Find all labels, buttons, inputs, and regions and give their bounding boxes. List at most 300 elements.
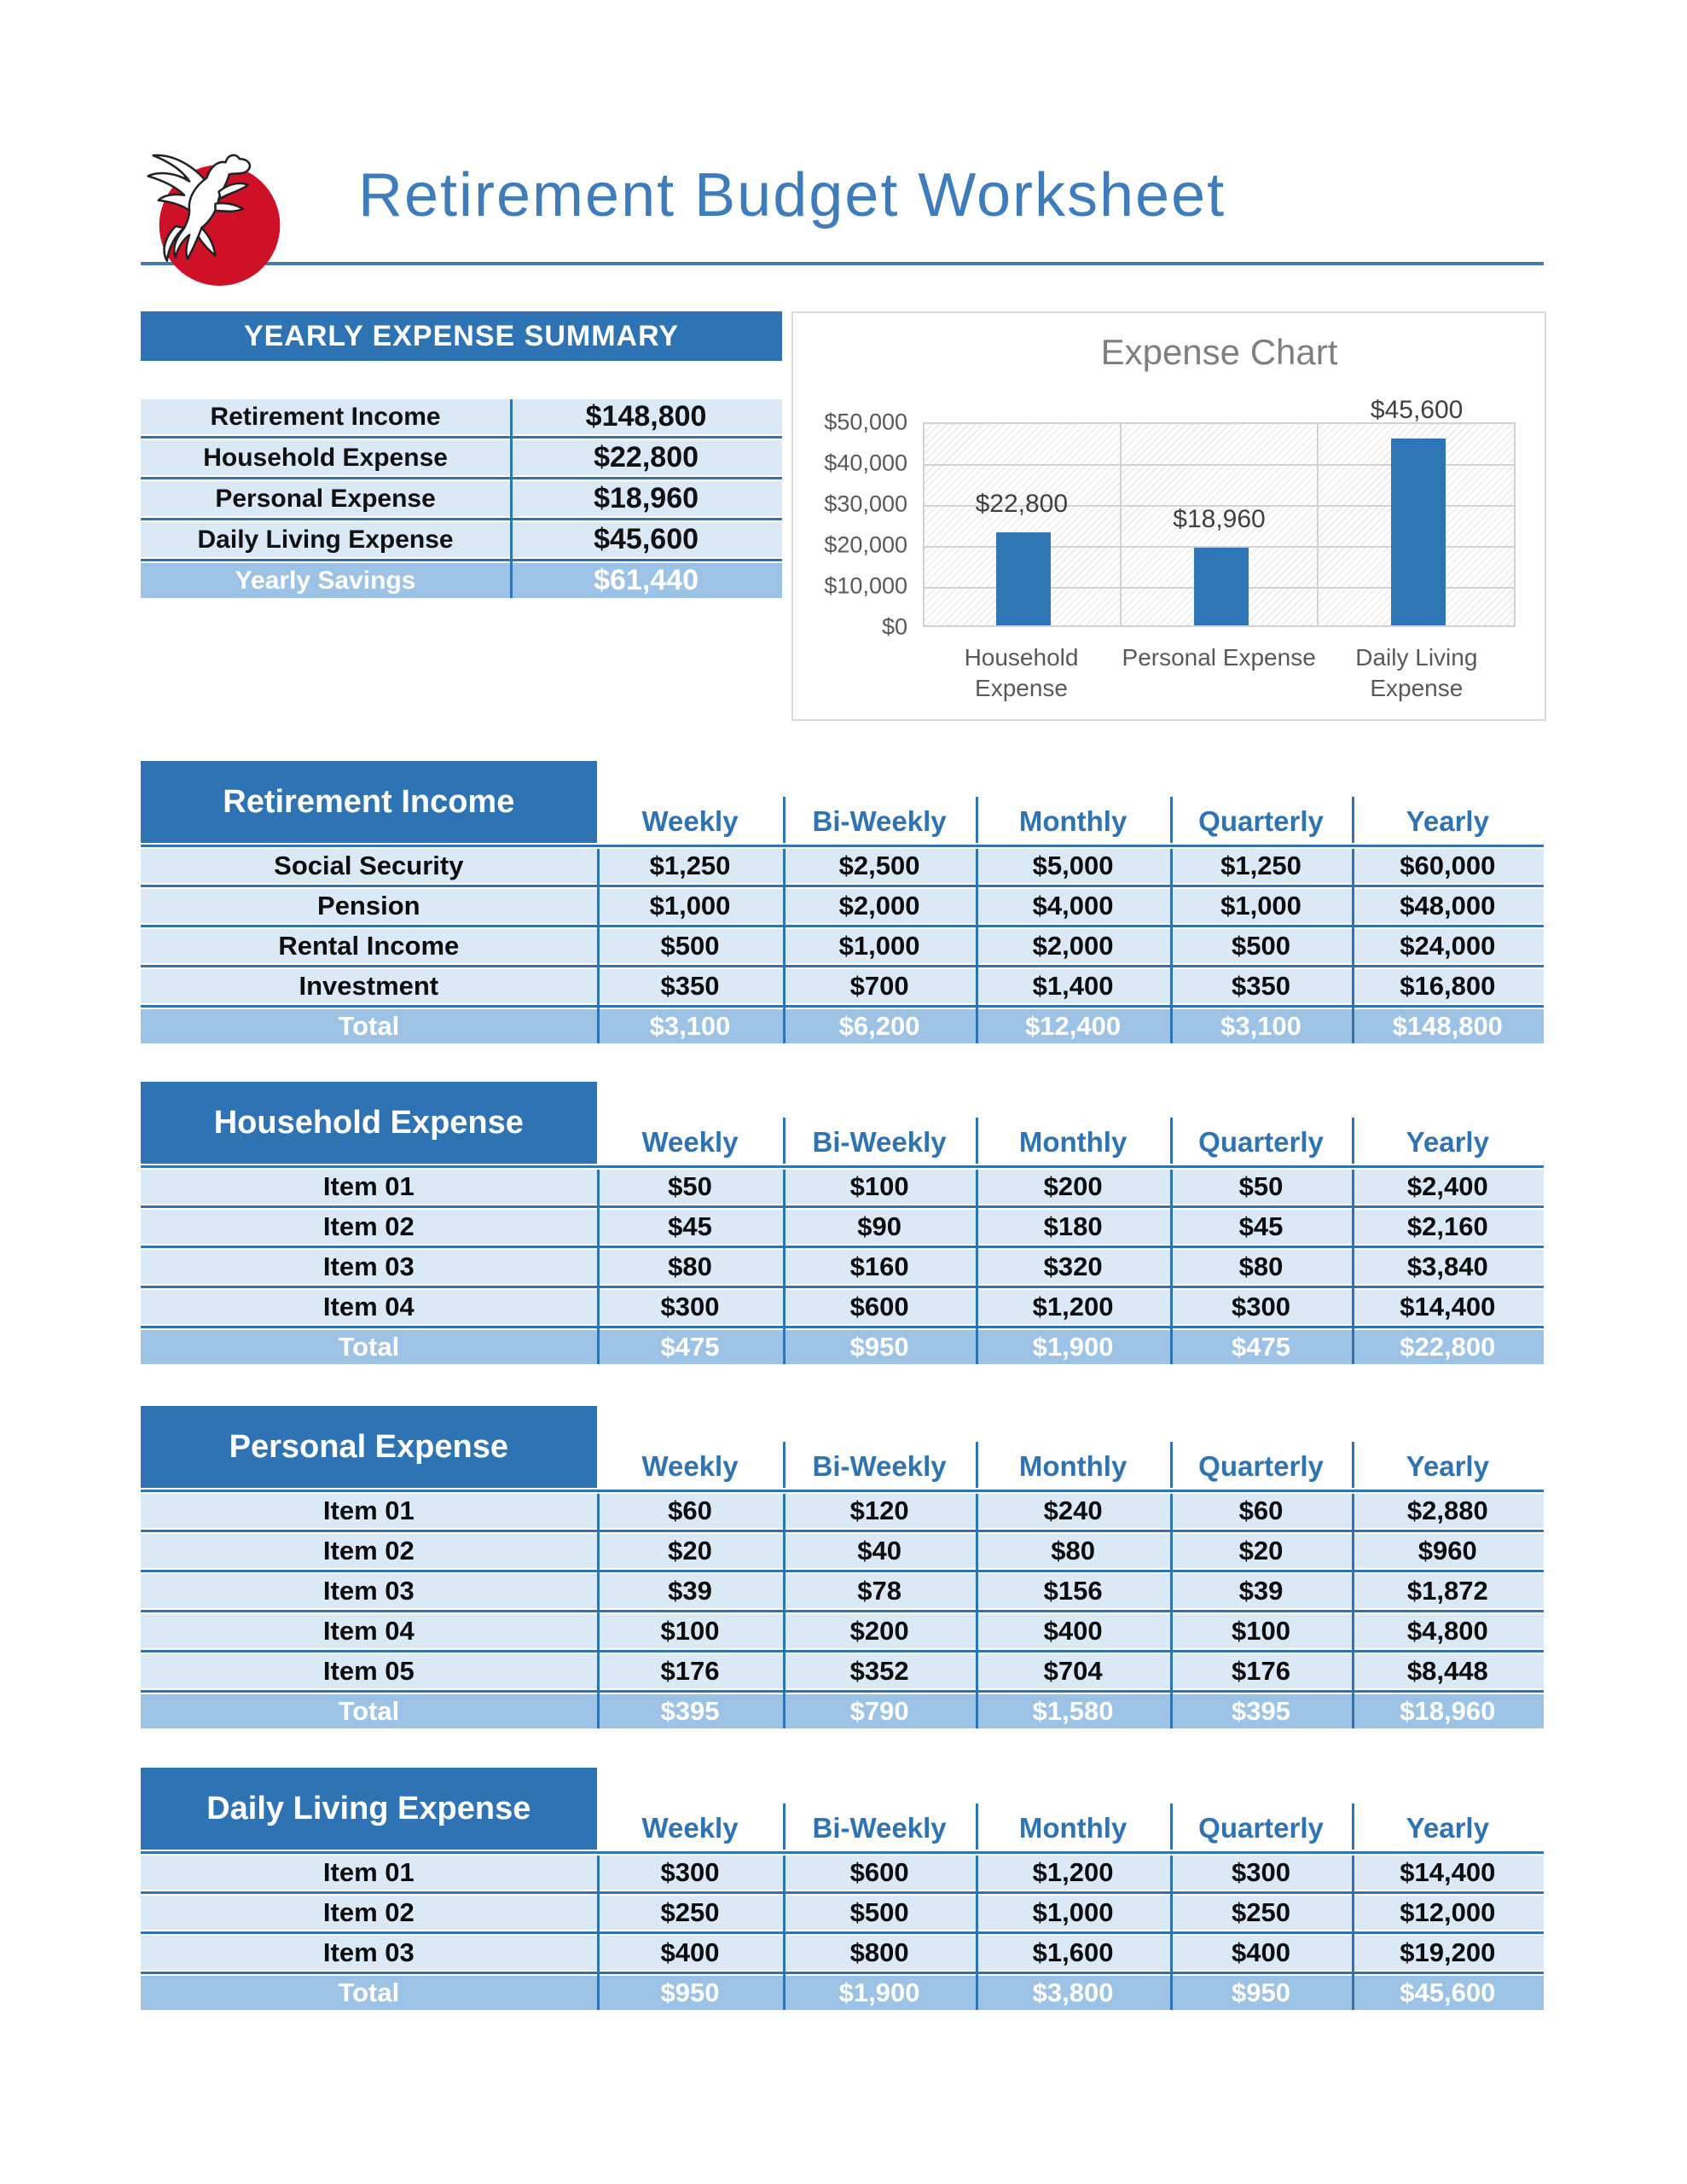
header-column-divider [1352,797,1354,843]
total-value: $475 [660,1332,720,1362]
cell-value: $14,400 [1400,1857,1496,1887]
summary-row [141,522,782,557]
column-header-weekly: Weekly [641,1450,739,1482]
column-header-bi-weekly: Bi-Weekly [812,805,947,837]
summary-row-label: Yearly Savings [235,566,416,595]
column-header-bi-weekly: Bi-Weekly [812,1812,947,1844]
header-column-divider [783,1804,786,1850]
column-header-yearly: Yearly [1406,1450,1489,1482]
table-column-divider [1352,1494,1354,1728]
chart-xtick [923,642,1120,704]
cell-value: $3,840 [1406,1252,1488,1281]
chart-xtick [1318,642,1515,704]
cell-value: $39 [668,1576,712,1606]
row-separator [141,1164,1544,1170]
cell-value: $800 [849,1937,909,1967]
total-value: $148,800 [1392,1011,1503,1041]
cell-value: $80 [1238,1252,1284,1281]
row-separator [141,1850,1544,1856]
chart-xtick-line: Expense [1370,675,1464,701]
row-separator-line [141,845,1544,847]
row-label: Item 01 [322,1171,415,1201]
chart-ytick: $20,000 [824,531,907,558]
cell-value: $350 [1232,971,1290,1001]
cell-value: $156 [1043,1576,1103,1606]
table-column-divider [976,1494,978,1728]
total-value: $45,600 [1400,1978,1496,2007]
summary-row-label: Retirement Income [210,402,441,431]
cell-value: $78 [857,1576,901,1606]
summary-header: YEARLY EXPENSE SUMMARY [141,311,782,361]
chart-bar-label: $45,600 [1370,396,1464,424]
row-separator [141,1324,1544,1330]
total-label: Total [338,1696,400,1726]
header-column-divider [1170,1118,1173,1164]
table-column-divider [597,1856,600,2010]
column-header-weekly: Weekly [641,1126,739,1158]
table-column-divider [1352,1170,1354,1364]
table-column-divider [976,1170,978,1364]
row-separator-line [141,1972,1544,1974]
title-underline [141,262,1544,265]
header-column-divider [783,1442,786,1488]
table-column-divider [783,1170,786,1364]
cell-value: $600 [849,1857,909,1887]
section-daily-living-expense [141,1768,1544,2010]
summary-row-label: Personal Expense [215,484,436,513]
cell-value: $20 [668,1536,712,1565]
table-row [141,1574,1544,1608]
total-value: $6,200 [838,1011,920,1041]
cell-value: $14,400 [1400,1292,1496,1321]
row-separator [141,1284,1544,1290]
total-value: $790 [849,1696,909,1726]
section-body [141,849,1544,1043]
cell-value: $1,200 [1032,1857,1114,1887]
cell-value: $2,500 [838,851,920,880]
cell-value: $200 [849,1616,909,1646]
cell-value: $2,160 [1406,1211,1488,1241]
table-row [141,1896,1544,1930]
chart-gridline [1317,424,1319,625]
cell-value: $250 [1232,1897,1290,1927]
summary-row-value: $18,960 [594,482,699,514]
cell-value: $1,250 [649,851,731,880]
column-header-yearly: Yearly [1406,1126,1489,1158]
cell-value: $700 [849,971,909,1001]
cell-value: $8,448 [1406,1656,1488,1686]
row-separator-line [141,1205,1544,1208]
total-value: $950 [849,1332,909,1362]
total-value: $3,800 [1032,1978,1114,2007]
summary-row [141,481,782,516]
table-column-divider [1170,1170,1173,1364]
table-row [141,1936,1544,1970]
total-row [141,1694,1544,1728]
cell-value: $1,000 [1220,891,1301,921]
summary-row-label: Household Expense [203,443,448,472]
total-value: $1,900 [838,1978,920,2007]
section-header [141,1406,1544,1488]
cell-value: $352 [849,1656,909,1686]
row-label: Item 02 [322,1897,415,1927]
cell-value: $100 [1232,1616,1290,1646]
table-column-divider [783,1856,786,2010]
cell-value: $45 [1238,1211,1284,1241]
row-separator-line [141,1891,1544,1894]
row-separator [141,1204,1544,1210]
table-column-divider [1170,1856,1173,2010]
header-column-divider [976,1118,978,1164]
row-separator-line [141,518,782,520]
chart-bar [1391,439,1446,625]
cell-value: $960 [1417,1536,1477,1565]
cell-value: $2,400 [1406,1171,1488,1201]
cell-value: $300 [660,1292,720,1321]
row-separator [141,963,1544,969]
column-header-bi-weekly: Bi-Weekly [812,1450,947,1482]
row-separator-line [141,1490,1544,1492]
row-separator [141,557,782,563]
cell-value: $1,872 [1406,1576,1488,1606]
row-separator-line [141,1326,1544,1328]
table-row [141,1170,1544,1204]
total-value: $1,580 [1032,1696,1114,1726]
total-label: Total [338,1011,400,1041]
summary-savings-row [141,563,782,598]
row-separator [141,1488,1544,1494]
row-separator-line [141,1530,1544,1532]
row-label: Item 01 [322,1496,415,1525]
chart-title: Expense Chart [1100,332,1338,372]
cell-value: $250 [660,1897,720,1927]
row-separator [141,1528,1544,1534]
cell-value: $176 [660,1656,720,1686]
cell-value: $50 [1238,1171,1284,1201]
section-header [141,761,1544,843]
total-value: $395 [660,1696,720,1726]
section-title: Household Expense [141,1082,597,1164]
section-household-expense [141,1082,1544,1364]
cell-value: $60,000 [1400,851,1496,880]
row-separator [141,475,782,481]
row-separator [141,1930,1544,1936]
table-column-divider [976,1856,978,2010]
total-row [141,1009,1544,1043]
chart-bar [1194,548,1249,625]
cell-value: $19,200 [1400,1937,1496,1967]
cell-value: $1,000 [649,891,731,921]
total-row [141,1330,1544,1364]
chart-ytick: $50,000 [824,409,907,435]
row-separator-line [141,1690,1544,1693]
section-header [141,1082,1544,1164]
section-body [141,1170,1544,1364]
row-separator [141,1648,1544,1654]
chart-bar-label: $22,800 [975,490,1069,518]
total-value: $395 [1232,1696,1290,1726]
table-row [141,1494,1544,1528]
cell-value: $48,000 [1400,891,1496,921]
cell-value: $20 [1238,1536,1284,1565]
table-column-divider [1352,1856,1354,2010]
cell-value: $80 [668,1252,712,1281]
row-separator-line [141,477,782,479]
total-value: $1,900 [1032,1332,1114,1362]
chart-xtick-line: Expense [975,675,1068,701]
summary-row-value: $45,600 [594,523,699,555]
pegasus-logo [130,143,304,290]
total-value: $12,400 [1025,1011,1122,1041]
cell-value: $400 [1043,1616,1103,1646]
row-separator [141,516,782,522]
cell-value: $45 [668,1211,712,1241]
row-label: Item 05 [322,1656,415,1686]
table-column-divider [597,1170,600,1364]
row-separator [141,1003,1544,1009]
chart-ytick: $10,000 [824,572,907,599]
row-label: Item 02 [322,1211,415,1241]
row-label: Item 01 [322,1857,415,1887]
column-header-yearly: Yearly [1406,1812,1489,1844]
summary-row-value: $61,440 [594,564,699,596]
row-separator-line [141,1286,1544,1288]
chart-xtick [1121,642,1318,673]
cell-value: $200 [1043,1171,1103,1201]
summary-row [141,399,782,434]
cell-value: $2,000 [1032,931,1114,961]
cell-value: $60 [668,1496,712,1525]
table-row [141,1654,1544,1688]
row-separator [141,1568,1544,1574]
cell-value: $60 [1238,1496,1284,1525]
table-row [141,1290,1544,1324]
chart-ytick: $40,000 [824,450,907,476]
summary-table [141,399,782,598]
total-label: Total [338,1978,400,2007]
header-column-divider [1170,1442,1173,1488]
column-header-monthly: Monthly [1018,1126,1128,1158]
cell-value: $500 [849,1897,909,1927]
header-column-divider [1170,1804,1173,1850]
cell-value: $100 [660,1616,720,1646]
cell-value: $240 [1043,1496,1103,1525]
row-separator [141,883,1544,889]
cell-value: $1,250 [1220,851,1301,880]
chart-xtick-line: Personal Expense [1122,644,1316,671]
table-column-divider [597,849,600,1043]
summary-column-divider [510,399,513,598]
row-separator-line [141,925,1544,927]
cell-value: $180 [1043,1211,1103,1241]
total-row [141,1976,1544,2010]
row-separator [141,1970,1544,1976]
section-title: Daily Living Expense [141,1768,597,1850]
row-separator-line [141,885,1544,887]
header-column-divider [1352,1442,1354,1488]
summary-row-value: $148,800 [585,400,707,433]
cell-value: $2,880 [1406,1496,1488,1525]
column-header-quarterly: Quarterly [1198,1812,1324,1844]
table-row [141,929,1544,963]
row-label: Pension [317,891,420,921]
row-separator-line [141,1610,1544,1612]
header-column-divider [976,797,978,843]
chart-ytick: $30,000 [824,491,907,517]
cell-value: $160 [849,1252,909,1281]
cell-value: $300 [660,1857,720,1887]
cell-value: $500 [1232,931,1290,961]
table-column-divider [976,849,978,1043]
cell-value: $24,000 [1400,931,1496,961]
summary-row [141,440,782,475]
cell-value: $90 [857,1211,901,1241]
cell-value: $1,600 [1032,1937,1114,1967]
table-row [141,1250,1544,1284]
row-separator-line [141,1570,1544,1572]
chart-bar-label: $18,960 [1173,505,1266,533]
row-separator-line [141,559,782,561]
total-value: $3,100 [649,1011,731,1041]
cell-value: $300 [1232,1292,1290,1321]
section-personal-expense [141,1406,1544,1728]
row-separator [141,843,1544,849]
chart-bar [996,532,1051,625]
cell-value: $39 [1238,1576,1284,1606]
cell-value: $80 [1051,1536,1095,1565]
total-value: $3,100 [1220,1011,1301,1041]
cell-value: $1,200 [1032,1292,1114,1321]
cell-value: $12,000 [1400,1897,1496,1927]
total-value: $475 [1232,1332,1290,1362]
table-column-divider [783,849,786,1043]
expense-chart [791,311,1546,721]
total-label: Total [338,1332,400,1362]
cell-value: $1,000 [838,931,920,961]
chart-gridline [1120,424,1122,625]
cell-value: $350 [660,971,720,1001]
cell-value: $1,000 [1032,1897,1114,1927]
page-title: Retirement Budget Worksheet [358,161,1226,229]
table-column-divider [783,1494,786,1728]
header-column-divider [783,797,786,843]
cell-value: $120 [849,1496,909,1525]
row-separator [141,1688,1544,1694]
total-value: $22,800 [1400,1332,1496,1362]
row-separator-line [141,1246,1544,1248]
table-row [141,1856,1544,1890]
header-column-divider [783,1118,786,1164]
column-header-quarterly: Quarterly [1198,805,1324,837]
cell-value: $400 [1232,1937,1290,1967]
row-label: Investment [299,971,439,1001]
table-column-divider [1170,1494,1173,1728]
table-column-divider [597,1494,600,1728]
row-separator-line [141,1931,1544,1934]
cell-value: $300 [1232,1857,1290,1887]
cell-value: $320 [1043,1252,1103,1281]
cell-value: $50 [668,1171,712,1201]
table-row [141,889,1544,923]
summary-row-label: Daily Living Expense [197,525,454,554]
row-separator [141,1608,1544,1614]
total-value: $18,960 [1400,1696,1496,1726]
table-row [141,1210,1544,1244]
table-row [141,1534,1544,1568]
total-value: $950 [1232,1978,1290,2007]
section-body [141,1856,1544,2010]
column-header-yearly: Yearly [1406,805,1489,837]
cell-value: $2,000 [838,891,920,921]
table-row [141,969,1544,1003]
row-label: Item 02 [322,1536,415,1565]
table-column-divider [1352,849,1354,1043]
summary-row-value: $22,800 [594,441,699,473]
cell-value: $4,000 [1032,891,1114,921]
cell-value: $100 [849,1171,909,1201]
cell-value: $176 [1232,1656,1290,1686]
section-title: Retirement Income [141,761,597,843]
row-label: Item 03 [322,1252,415,1281]
column-header-weekly: Weekly [641,1812,739,1844]
row-label: Item 03 [322,1576,415,1606]
cell-value: $40 [857,1536,901,1565]
cell-value: $16,800 [1400,971,1496,1001]
row-separator [141,1244,1544,1250]
chart-ytick: $0 [881,613,907,640]
section-retirement-income [141,761,1544,1043]
cell-value: $704 [1043,1656,1103,1686]
column-header-quarterly: Quarterly [1198,1450,1324,1482]
section-header [141,1768,1544,1850]
row-label: Item 04 [322,1616,415,1646]
row-label: Item 03 [322,1937,415,1967]
column-header-monthly: Monthly [1018,1812,1128,1844]
table-column-divider [1170,849,1173,1043]
cell-value: $1,400 [1032,971,1114,1001]
cell-value: $600 [849,1292,909,1321]
cell-value: $4,800 [1406,1616,1488,1646]
row-separator-line [141,1650,1544,1653]
column-header-monthly: Monthly [1018,1450,1128,1482]
row-separator [141,1890,1544,1896]
row-label: Item 04 [322,1292,415,1321]
cell-value: $400 [660,1937,720,1967]
header-column-divider [1352,1118,1354,1164]
row-separator [141,923,1544,929]
row-separator [141,434,782,440]
table-row [141,849,1544,883]
column-header-quarterly: Quarterly [1198,1126,1324,1158]
header-column-divider [976,1804,978,1850]
row-separator-line [141,965,1544,967]
header-column-divider [976,1442,978,1488]
section-title: Personal Expense [141,1406,597,1488]
chart-xtick-line: Daily Living [1355,644,1478,671]
row-separator-line [141,1005,1544,1008]
table-row [141,1614,1544,1648]
column-header-bi-weekly: Bi-Weekly [812,1126,947,1158]
column-header-monthly: Monthly [1018,805,1128,837]
chart-xtick-line: Household [964,644,1079,671]
header-column-divider [1170,797,1173,843]
row-separator-line [141,1851,1544,1854]
row-separator-line [141,1165,1544,1168]
cell-value: $5,000 [1032,851,1114,880]
section-body [141,1494,1544,1728]
row-separator-line [141,436,782,439]
row-label: Social Security [274,851,464,880]
